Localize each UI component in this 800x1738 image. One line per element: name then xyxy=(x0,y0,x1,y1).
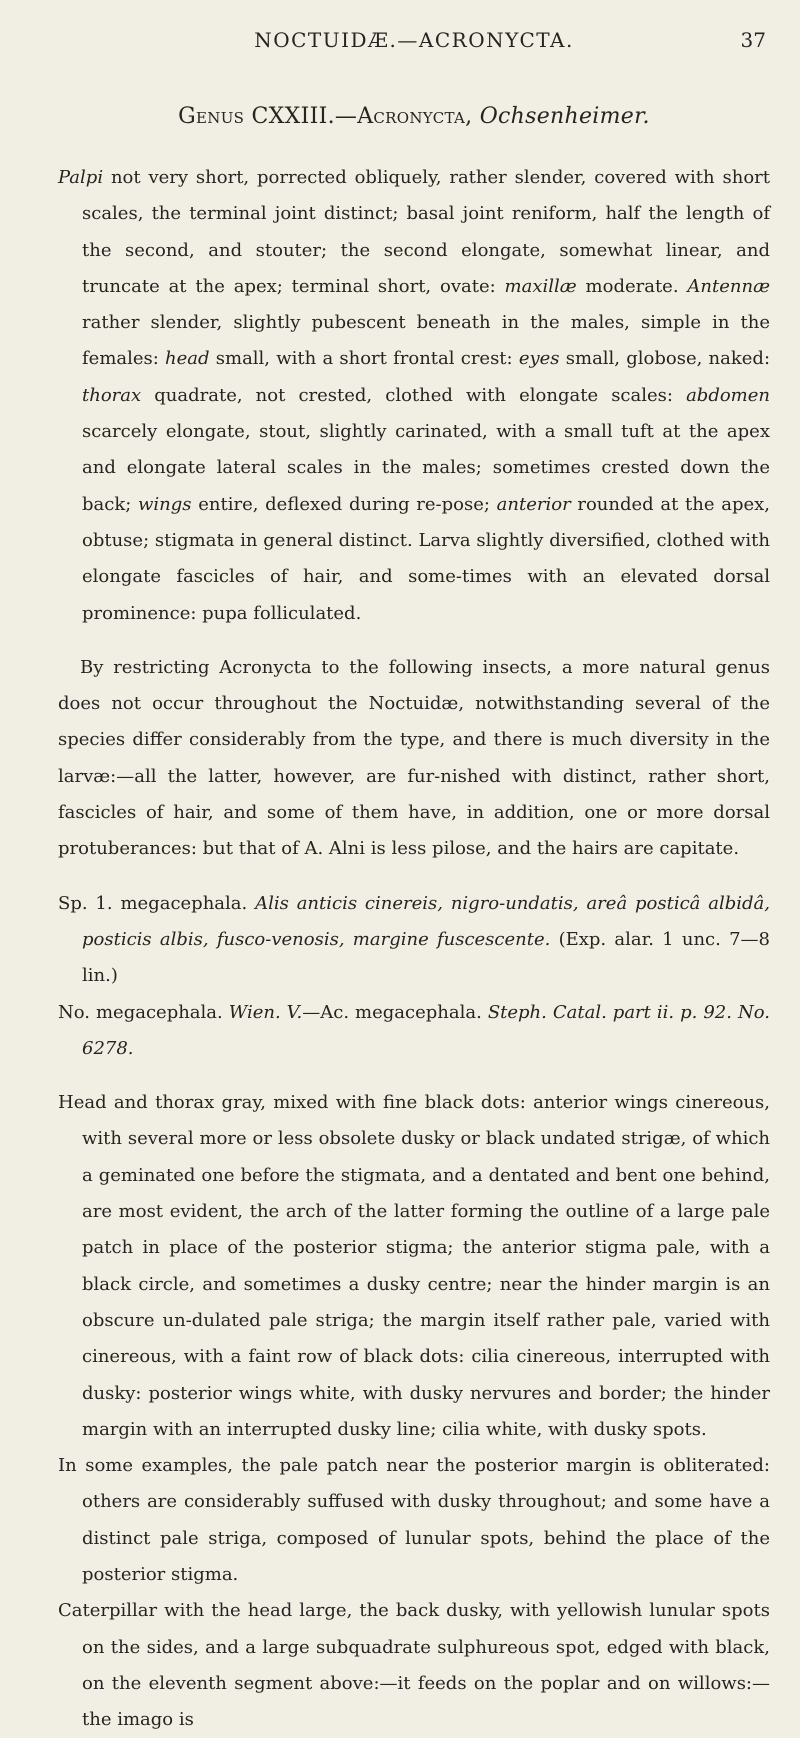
genus-word: Genus xyxy=(178,104,245,129)
term-wings: wings xyxy=(138,493,192,515)
species-diagnosis: Alis anticis cinereis, nigro-undatis, areâ posticâ albidâ, posticis albis, fusco-venosis, margine fuscescente. xyxy=(82,892,771,950)
genus-name: Acronycta xyxy=(357,104,466,129)
term-abdomen: abdomen xyxy=(686,384,770,406)
term-maxillae: maxillæ xyxy=(504,275,577,297)
genus-authority: Ochsenheimer. xyxy=(479,104,650,129)
term-head: head xyxy=(165,348,210,370)
heading-dash: — xyxy=(334,104,358,129)
caterpillar-description: Caterpillar with the head large, the back dusky, with yellowish lunular spots on the sides, and a large subquadrate sulphureous spot, edged with black, on the eleventh segment above:—it feeds on the poplar and on willows:—the imago is xyxy=(58,1600,770,1731)
species-number: Sp. 1. xyxy=(58,892,113,914)
species-name: megacephala. xyxy=(120,892,248,914)
running-head xyxy=(58,28,770,54)
genus-number: CXXIII. xyxy=(251,104,335,129)
species-variation: In some examples, the pale patch near the posterior margin is obliterated: others are considerably suffused with dusky throughout; and some have a distinct pale striga, composed of lunular spots, behind the place of the posterior stigma. xyxy=(58,1455,770,1585)
page-number: 37 xyxy=(740,28,766,52)
body-text xyxy=(58,160,770,1738)
term-antennae: Antennæ xyxy=(687,275,771,297)
species-expanse: (Exp. alar. 1 unc. 7—8 lin.) xyxy=(82,928,770,987)
catalogue-reference: Steph. Catal. part ii. p. 92. No. 6278. xyxy=(82,1001,770,1059)
species-synonymy: No. megacephala. Wien. V.—Ac. megacephala. Steph. Catal. part ii. p. 92. No. 6278. xyxy=(58,1001,770,1059)
genus-remarks: By restricting Acronycta to the following insects, a more natural genus does not occur throughout the Noctuidæ, notwithstanding several of the species differ considerably from the type, and there is much diversity in the larvæ:—all the latter, however, are fur-nished with distinct, rather short, fascicles of hair, and some of them have, in addition, one or more dorsal protuberances: but that of A. Alni is less pilose, and the hairs are capitate. xyxy=(58,656,770,860)
species-heading xyxy=(58,886,770,995)
genus-description: Palpi not very short, porrected obliquely, rather slender, covered with short scales, the terminal joint distinct; basal joint reniform, half the length of the second, and stouter; the second elongate, somewhat linear, and truncate at the apex; terminal short, ovate: maxillæ moderate. Antennæ rather slender, slightly pubescent beneath in the males, simple in the females: head small, with a short frontal crest: eyes small, globose, naked: thorax quadrate, not crested, clothed with elongate scales: abdomen scarcely elongate, stout, slightly carinated, with a small tuft at the apex and elongate lateral scales in the males; sometimes crested down the back; wings entire, deflexed during re-pose; anterior rounded at the apex, obtuse; stigmata in general distinct. Larva slightly diversified, clothed with elongate fascicles of hair, and some-times with an elevated dorsal prominence: pupa folliculated. xyxy=(58,167,771,624)
species-description: Head and thorax gray, mixed with fine black dots: anterior wings cinereous, with several more or less obsolete dusky or black undated strigæ, of which a geminated one before the stigmata, and a dentated and bent one behind, are most evident, the arch of the latter forming the outline of a large pale patch in place of the posterior stigma; the anterior stigma pale, with a black circle, and sometimes a dusky centre; near the hinder margin is an obscure un-dulated pale striga; the margin itself rather pale, varied with cinereous, with a faint row of black dots: cilia cinereous, interrupted with dusky: posterior wings white, with dusky nervures and border; the hinder margin with an interrupted dusky line; cilia white, with dusky spots. xyxy=(58,1092,770,1440)
term-eyes: eyes xyxy=(518,348,560,370)
running-title: NOCTUIDÆ.—ACRONYCTA. xyxy=(254,28,574,52)
term-palpi: Palpi xyxy=(58,167,104,188)
term-anterior: anterior xyxy=(496,493,571,515)
term-thorax: thorax xyxy=(82,384,142,406)
genus-heading: Genus CXXIII.—Acronycta, Ochsenheimer. xyxy=(178,104,650,129)
